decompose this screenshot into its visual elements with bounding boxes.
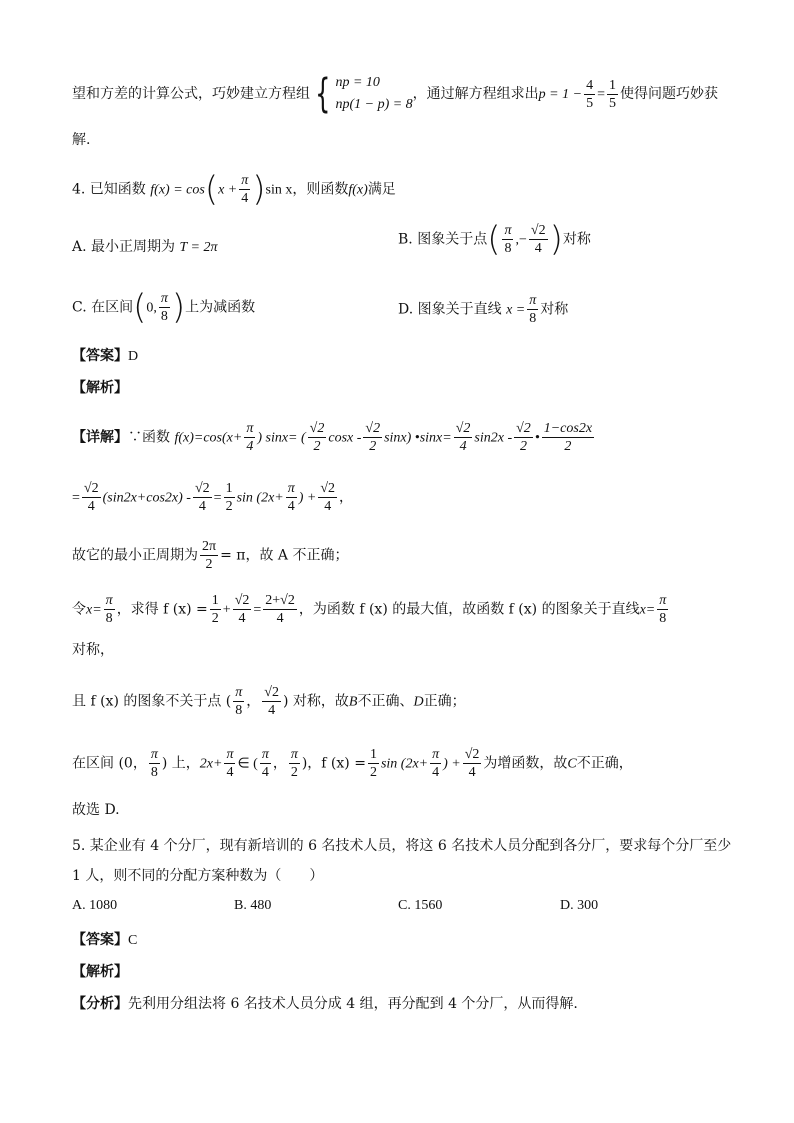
den: 2 — [369, 439, 377, 454]
q4-stem: 4. 已知函数 f(x) = cos(x + $\frac{\pi}{4}$ )sin x，则函数f(x)满足 — [72, 169, 396, 210]
detail-tag: 【详解】 — [72, 429, 128, 446]
option-text: 上为减函数 — [185, 299, 256, 316]
num: 1 — [608, 77, 616, 93]
text: ，则函数 — [292, 181, 349, 198]
q5-option-d — [560, 898, 598, 914]
math: = — [253, 602, 262, 618]
math: = — [213, 490, 222, 506]
option-text: B. 480 — [234, 898, 272, 913]
q5-analysis — [72, 962, 128, 982]
fraction — [210, 592, 221, 627]
fraction — [262, 684, 281, 719]
num: √2 — [264, 685, 279, 700]
math: sin (2x+ — [236, 490, 284, 506]
den: 4 — [534, 241, 542, 256]
option-text: 最小正周期为 — [91, 239, 176, 255]
den: 8 — [150, 765, 158, 780]
text: ，为函数 f (x) 的最大值，故函数 f (x) 的图象关于直线 — [298, 601, 640, 618]
num: √2 — [455, 421, 471, 436]
math: p = 1 − — [538, 87, 583, 102]
math: = — [72, 490, 80, 506]
num: π — [290, 747, 298, 762]
answer-value: D — [128, 349, 139, 364]
q4-option-d: D. 图象关于直线 x = $\frac{\pi}{8}$ 对称 — [398, 293, 569, 326]
den: 4 — [268, 703, 276, 718]
analysis-tag: 【解析】 — [72, 380, 128, 396]
text: ， — [339, 489, 354, 506]
num: 1 — [225, 481, 233, 496]
den: 4 — [198, 499, 206, 514]
answer-tag: 【答案】 — [72, 932, 128, 948]
math: x= — [86, 602, 102, 618]
num: √2 — [530, 223, 546, 238]
num: √2 — [516, 421, 531, 436]
q5-stem-line-1 — [72, 836, 731, 856]
answer-tag: 【答案】 — [72, 348, 128, 364]
q4-detail-line-6 — [72, 684, 466, 719]
den: 5 — [608, 95, 616, 111]
num: 4 — [586, 77, 594, 93]
question-number: 4. 已知函数 — [72, 181, 146, 198]
text: 对称， — [72, 642, 114, 658]
fraction — [529, 222, 548, 257]
option-text: 对称 — [562, 231, 591, 248]
den: 2 — [225, 499, 233, 514]
num: π — [150, 747, 158, 762]
text: 令 — [72, 601, 86, 618]
q4-detail-line-2 — [72, 480, 353, 515]
den: 2 — [519, 439, 527, 454]
fraction — [607, 77, 618, 112]
option-text: A. 1080 — [72, 898, 118, 913]
num: √2 — [365, 421, 381, 436]
fraction — [308, 420, 327, 455]
fenxi-tag: 【分析】 — [72, 996, 128, 1012]
fraction — [584, 77, 595, 112]
fraction — [200, 538, 218, 573]
text: 不正确， — [576, 755, 633, 772]
prev-line-2 — [72, 130, 90, 150]
option-label: B. — [398, 231, 413, 248]
text: 故选 D. — [72, 802, 120, 818]
math: sinx) •sinx= — [384, 430, 452, 446]
q4-option-a — [72, 236, 217, 256]
math: ∈ ( — [237, 756, 258, 772]
text: 满足 — [367, 181, 396, 198]
fraction — [542, 420, 594, 455]
math: sin x — [265, 182, 293, 198]
math: 0, — [146, 300, 157, 316]
q4-detail-line-7 — [72, 746, 633, 781]
num: π — [659, 593, 667, 608]
text: 正确； — [423, 693, 466, 710]
math: + — [222, 602, 231, 618]
den: 8 — [160, 309, 168, 324]
den: 8 — [235, 703, 243, 718]
num: 2+√2 — [265, 593, 295, 608]
option-label: C. — [72, 299, 87, 316]
num: 1−cos2x — [543, 421, 593, 436]
q5-fenxi — [72, 994, 578, 1014]
den: 8 — [105, 611, 113, 626]
option-text: D. 300 — [560, 898, 599, 913]
den: 2 — [369, 765, 377, 780]
text: ，求得 f (x) = — [116, 601, 208, 618]
paren-open: ( — [204, 169, 219, 210]
analysis-tag: 【解析】 — [72, 964, 128, 980]
text: ∵函数 — [128, 429, 170, 446]
q4-option-b: B. 图象关于点( $\frac{\pi}{8}$ ,− $\frac{√2}{4}$ )对称 — [398, 219, 591, 260]
text: 故它的最小正周期为 — [72, 547, 198, 564]
num: √2 — [83, 481, 99, 496]
math: ) + — [298, 490, 317, 506]
fraction — [260, 746, 271, 781]
fraction — [233, 592, 252, 627]
num: π — [529, 293, 537, 308]
fraction — [657, 592, 668, 627]
text: ) 对称，故 — [282, 693, 349, 710]
math: C — [567, 756, 577, 772]
text: ) 上， — [161, 755, 200, 772]
math: f(x) — [348, 182, 368, 198]
fraction — [233, 684, 244, 719]
fraction — [502, 222, 513, 257]
paren-close: ) — [252, 169, 266, 210]
den: 4 — [287, 499, 295, 514]
q5-stem-line-2 — [72, 866, 323, 886]
option-text: C. 1560 — [398, 898, 443, 913]
q4-analysis — [72, 378, 128, 398]
math: sin (2x+ — [380, 756, 429, 772]
text: = π，故 A 不正确； — [220, 547, 349, 564]
fraction — [244, 420, 255, 455]
text: 在区间 (0， — [72, 755, 147, 772]
num: π — [261, 747, 269, 762]
fraction — [224, 746, 235, 781]
text: 为增函数，故 — [483, 755, 568, 772]
fraction — [454, 420, 473, 455]
fraction — [527, 292, 538, 327]
num: π — [287, 481, 295, 496]
math: f(x) = cos — [150, 182, 205, 198]
option-label: D. — [398, 301, 414, 318]
text: ， — [272, 755, 287, 772]
den: 5 — [586, 95, 594, 111]
fraction — [239, 172, 250, 207]
num: √2 — [309, 421, 325, 436]
den: 8 — [659, 611, 667, 626]
option-text: 图象关于点 — [417, 231, 488, 248]
den: 4 — [324, 499, 332, 514]
num: π — [246, 421, 254, 436]
question-text: 5. 某企业有 4 个分厂，现有新培训的 6 名技术人员，将这 6 名技术人员分配到各分厂，要求每个分厂至少 — [72, 838, 732, 854]
den: 4 — [459, 439, 467, 454]
fraction — [263, 592, 297, 627]
den: 4 — [246, 439, 254, 454]
text: 不正确、 — [357, 693, 414, 710]
q4-detail-line-8 — [72, 800, 120, 820]
den: 2 — [564, 439, 572, 454]
q4-detail-line-3 — [72, 538, 348, 573]
math: f(x)=cos(x+ — [174, 430, 243, 446]
num: 1 — [211, 593, 219, 608]
text: ， — [246, 693, 261, 710]
equation-1: np = 10 — [335, 75, 380, 90]
equation-system — [335, 72, 412, 116]
fraction — [159, 290, 170, 325]
den: 4 — [432, 765, 440, 780]
num: π — [105, 593, 113, 608]
fraction — [149, 746, 160, 781]
text: )，f (x) = — [301, 755, 366, 772]
num: π — [235, 685, 243, 700]
math: • — [534, 430, 540, 446]
num: π — [432, 747, 440, 762]
option-label: A. — [72, 239, 87, 255]
num: π — [226, 747, 234, 762]
num: √2 — [194, 481, 210, 496]
den: 4 — [261, 765, 269, 780]
den: 4 — [241, 191, 249, 206]
den: 4 — [87, 499, 95, 514]
q5-option-b — [234, 898, 271, 914]
math: x= — [639, 602, 656, 618]
math: ,− — [515, 232, 527, 248]
math: cosx - — [328, 430, 362, 446]
q5-option-c — [398, 898, 442, 914]
option-text: 对称 — [540, 301, 569, 318]
math: ) + — [443, 756, 461, 772]
math: B — [348, 694, 358, 710]
option-text: 在区间 — [91, 299, 134, 316]
num: √2 — [464, 747, 480, 762]
fraction — [224, 480, 235, 515]
fraction — [104, 592, 115, 627]
num: π — [241, 173, 249, 188]
num: 2π — [202, 539, 217, 554]
q4-option-c: C. 在区间(0, $\frac{\pi}{8}$ )上为减函数 — [72, 287, 256, 328]
fraction — [463, 746, 482, 781]
den: 2 — [313, 439, 321, 454]
math: (sin2x+cos2x) - — [102, 490, 191, 506]
q5-answer — [72, 930, 137, 951]
fraction — [430, 746, 441, 781]
fraction — [289, 746, 300, 781]
q4-answer — [72, 346, 138, 367]
num: 1 — [369, 747, 377, 762]
num: √2 — [234, 593, 250, 608]
den: 4 — [276, 611, 284, 626]
text: 解. — [72, 132, 91, 148]
fraction — [193, 480, 212, 515]
answer-value: C — [128, 933, 138, 948]
fraction — [363, 420, 382, 455]
den: 4 — [238, 611, 246, 626]
math: T = 2π — [179, 240, 218, 255]
prev-line-1: 望和方差的计算公式，巧妙建立方程组 { np = 10 np(1 − p) = 8 ，通过解方程组求出p = 1 − $\frac{4}{5}$ = $\frac{1}{5}$ 使得问题巧妙获 — [72, 71, 718, 117]
left-brace-icon: { — [315, 71, 331, 117]
text: 使得问题巧妙获 — [619, 86, 718, 102]
fraction — [514, 420, 533, 455]
math: ) sinx= ( — [257, 430, 306, 446]
q4-detail-line-5 — [72, 640, 114, 660]
q4-detail-line-4 — [72, 592, 670, 627]
text: 且 f (x) 的图象不关于点 ( — [72, 693, 232, 710]
den: 2 — [290, 765, 298, 780]
den: 4 — [468, 765, 476, 780]
den: 2 — [211, 611, 219, 626]
equation-2: np(1 − p) = 8 — [335, 97, 413, 112]
num: √2 — [320, 481, 336, 496]
text: ，通过解方程组求出 — [412, 86, 539, 102]
q4-detail-line-1 — [72, 420, 596, 455]
q5-option-a — [72, 898, 117, 914]
den: 8 — [504, 241, 512, 256]
fraction — [318, 480, 337, 515]
question-text: 1 人，则不同的分配方案种数为（ ） — [72, 868, 324, 884]
fenxi-text: 先利用分组法将 6 名技术人员分成 4 组，再分配到 4 个分厂，从而得解. — [128, 996, 578, 1012]
den: 4 — [226, 765, 234, 780]
den: 2 — [205, 557, 213, 572]
fraction — [286, 480, 297, 515]
option-text: 图象关于直线 — [417, 301, 502, 318]
math: 2x+ — [199, 756, 223, 772]
math: sin2x - — [474, 430, 513, 446]
fraction — [368, 746, 379, 781]
num: π — [160, 291, 168, 306]
math: D — [413, 694, 424, 710]
text: 望和方差的计算公式，巧妙建立方程组 — [72, 86, 310, 102]
fraction — [82, 480, 101, 515]
num: π — [504, 223, 512, 238]
den: 8 — [529, 311, 537, 326]
